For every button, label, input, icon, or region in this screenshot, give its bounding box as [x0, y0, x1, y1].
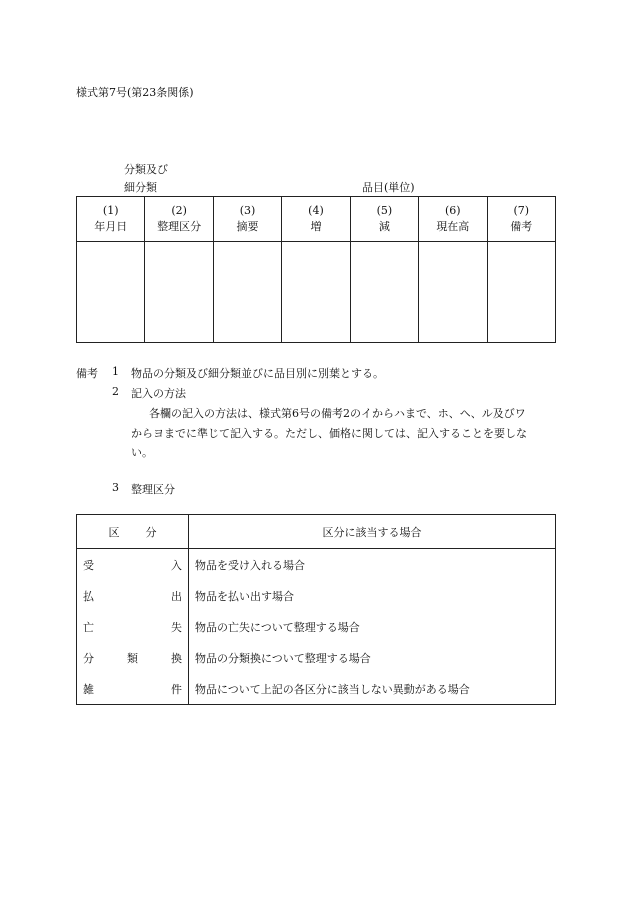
ledger-col-category: (2) 整理区分: [145, 197, 213, 242]
ledger-cell[interactable]: [213, 242, 281, 343]
item-label: 品目(単位): [362, 181, 415, 194]
ledger-cell[interactable]: [77, 242, 145, 343]
note-1-num: 1: [112, 365, 119, 378]
ledger-cell[interactable]: [282, 242, 350, 343]
classification-col-header: 区 分: [77, 515, 189, 549]
note-method-line2: からヨまでに準じて記入する。ただし、価格に関しては、記入することを要しな: [131, 427, 527, 440]
note-method-line3: い。: [131, 446, 153, 459]
ledger-cell[interactable]: [487, 242, 555, 343]
ledger-header-row: [77, 197, 556, 242]
note-3-num: 3: [112, 481, 119, 494]
note-1-text: 物品の分類及び細分類並びに品目別に別葉とする。: [131, 367, 384, 380]
classification-table: [76, 514, 556, 705]
ledger-col-remarks: (7) 備考: [487, 197, 555, 242]
classification-row: 受 入 物品を受け入れる場合: [77, 549, 556, 581]
classification-row: 払 出 物品を払い出す場合: [77, 580, 556, 611]
ledger-col-summary: (3) 摘要: [213, 197, 281, 242]
note-3-text: 整理区分: [131, 483, 175, 496]
ledger-table: [76, 196, 556, 343]
classification-row: 亡 失 物品の亡失について整理する場合: [77, 611, 556, 642]
ledger-entry-row: [77, 242, 556, 343]
ledger-col-date: (1) 年月日: [77, 197, 145, 242]
classification-header-row: [77, 515, 556, 549]
classification-row: 雑 件 物品について上記の各区分に該当しない異動がある場合: [77, 673, 556, 705]
ledger-col-decrease: (5) 減: [350, 197, 418, 242]
ledger-col-balance: (6) 現在高: [419, 197, 487, 242]
note-2-text: 記入の方法: [131, 387, 186, 400]
classification-row: 分 類 換 物品の分類換について整理する場合: [77, 642, 556, 673]
ledger-col-increase: (4) 増: [282, 197, 350, 242]
category-label-line1: 分類及び: [124, 163, 168, 176]
category-label-line2: 細分類: [124, 181, 157, 194]
note-2-num: 2: [112, 385, 119, 398]
note-method-line1: 各欄の記入の方法は、様式第6号の備考2のイからハまで、ホ、ヘ、ル及びワ: [149, 407, 526, 420]
ledger-cell[interactable]: [350, 242, 418, 343]
ledger-cell[interactable]: [145, 242, 213, 343]
notes-heading: 備考: [76, 367, 98, 380]
ledger-cell[interactable]: [419, 242, 487, 343]
classification-desc-header: 区分に該当する場合: [189, 515, 556, 549]
form-title: 様式第7号(第23条関係): [76, 86, 194, 99]
